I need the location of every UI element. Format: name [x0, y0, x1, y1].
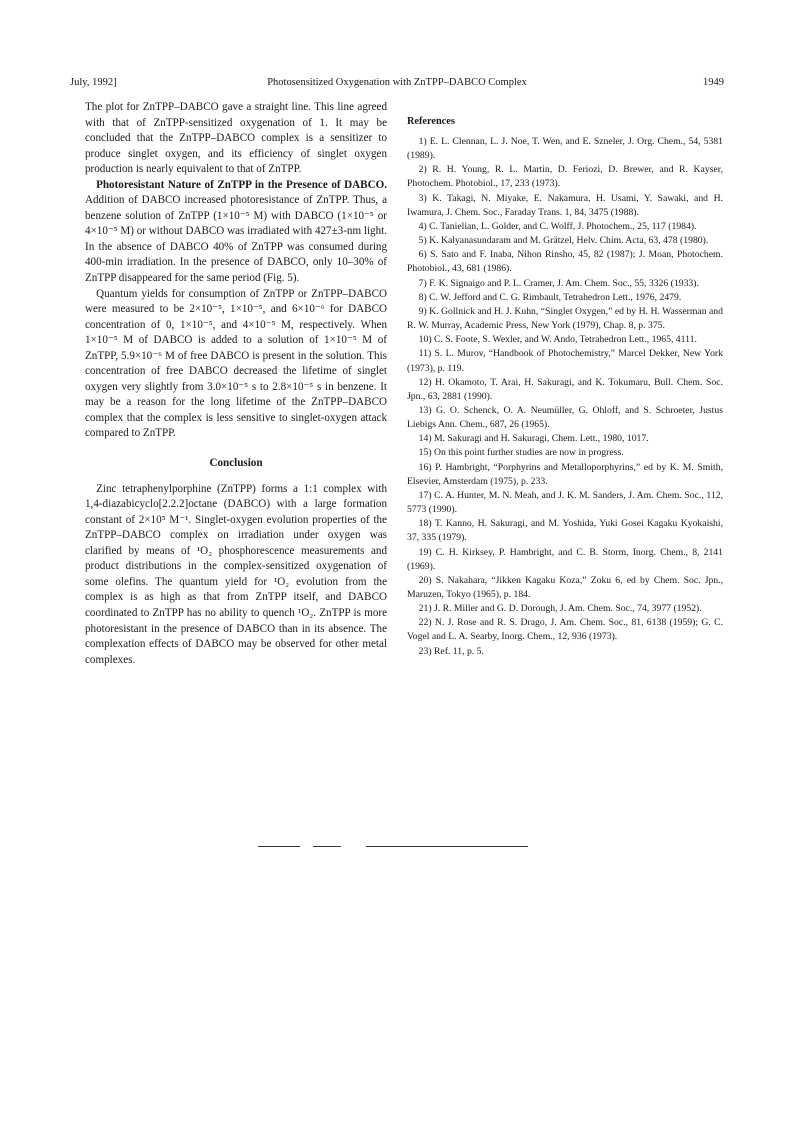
paragraph-photoresistance	[85, 178, 387, 287]
reference-item: 16) P. Hambright, “Porphyrins and Metalloporphyrins,” ed by K. M. Smith, Elsevier, Amsterdam (1975), p. 233.	[407, 461, 723, 487]
reference-item: 10) C. S. Foote, S. Wexler, and W. Ando, Tetrahedron Lett., 1965, 4111.	[418, 334, 697, 346]
reference-item: 5) K. Kalyanasundaram and M. Grätzel, Helv. Chim. Acta, 63, 478 (1980).	[418, 235, 709, 247]
reference-item: 3) K. Takagi, N. Miyake, E. Nakamura, H. Usami, Y. Sawaki, and H. Iwamura, J. Chem. Soc., Faraday Trans. 1, 84, 3475 (1988).	[407, 192, 723, 218]
reference-item: 11) S. L. Murov, “Handbook of Photochemistry,” Marcel Dekker, New York (1973), p. 119.	[407, 348, 723, 374]
paragraph-conclusion: Zinc tetraphenylporphine (ZnTPP) forms a 1:1 complex with 1,4-diazabicyclo[2.2.2]octane (DABCO) with a large formation constant of 2×10⁵ M⁻¹. Singlet-oxygen evolution properties of the ZnTPP–DABCO complex on irradiation under oxygen was clarified by means of ¹O₂ phosphorescence measurements and product distributions in the complex-sensitized oxygenation of some olefins. The quantum yield for ¹O₂ evolution from the complex is as high as that from ZnTPP itself, and DABCO coordinated to ZnTPP has no ability to quench ¹O₂. ZnTPP is more photoresistant in the presence of DABCO than in its absence. The complexation effects of DABCO may be observed for other metal complexes.	[85, 482, 387, 666]
reference-item: 18) T. Kanno, H. Sakuragi, and M. Yoshida, Yuki Gosei Kagaku Kyokaishi, 37, 335 (1979).	[407, 518, 723, 544]
reference-item: 12) H. Okamoto, T. Arai, H. Sakuragi, and K. Tokumaru, Bull. Chem. Soc. Jpn., 63, 2881 (1990).	[407, 376, 723, 402]
reference-item: 19) C. H. Kirksey, P. Hambright, and C. B. Storm, Inorg. Chem., 8, 2141 (1969).	[407, 546, 723, 572]
page-number: 1949	[703, 77, 724, 88]
reference-item: 9) K. Gollnick and H. J. Kuhn, “Singlet Oxygen,” ed by H. H. Wasserman and R. W. Murray, Academic Press, New York (1979), Chap. 8, p. 375.	[407, 305, 723, 332]
rule-segment	[366, 846, 528, 847]
references-heading: References	[407, 116, 455, 127]
paragraph-plot-result: The plot for ZnTPP–DABCO gave a straight line. This line agreed with that of ZnTPP-sensitized oxygenation of 1. It may be concluded that the ZnTPP–DABCO complex is a sensitizer to produce singlet oxygen, and its efficiency of singlet oxygen production is nearly equivalent to that of ZnTPP.	[85, 101, 387, 176]
reference-item: 14) M. Sakuragi and H. Sakuragi, Chem. Lett., 1980, 1017.	[418, 433, 649, 445]
reference-item: 20) S. Nakahara, “Jikken Kagaku Koza,” Zoku 6, ed by Chem. Soc. Jpn., Maruzen, Tokyo (1965), p. 184.	[407, 574, 723, 600]
reference-item: 13) G. O. Schenck, O. A. Neumüller, G. Ohloff, and S. Schroeter, Justus Liebigs Ann. Chem., 687, 26 (1965).	[407, 404, 723, 431]
reference-item: 22) N. J. Rose and R. S. Drago, J. Am. Chem. Soc., 81, 6138 (1959); G. C. Vogel and L. A. Searby, Inorg. Chem., 12, 936 (1973).	[407, 617, 723, 643]
header-date: July, 1992]	[70, 77, 117, 88]
paragraph-quantum-yields: Quantum yields for consumption of ZnTPP or ZnTPP–DABCO were measured to be 2×10⁻⁵, 1×10⁻⁵, and 6×10⁻⁶ for DABCO concentration of 0, 1×10⁻⁵, and 4×10⁻⁵ M, respectively. When 1×10⁻⁵ M of DABCO is added to a solution of 1×10⁻⁵ M of ZnTPP, 5.9×10⁻⁶ M of free DABCO is present in the solution. This concentration of free DABCO decreased the lifetime of singlet oxygen very slightly from 3.0×10⁻⁵ s to 2.8×10⁻⁵ s in benzene. It may be a reason for the long lifetime of the ZnTPP–DABCO complex that the complex is less sensitive to singlet-oxygen attack compared to ZnTPP.	[85, 287, 387, 440]
references-column	[407, 100, 723, 659]
reference-list	[407, 135, 723, 659]
reference-item: 1) E. L. Clennan, L. J. Noe, T. Wen, and E. Szneler, J. Org. Chem., 54, 5381 (1989).	[407, 136, 723, 162]
conclusion-heading: Conclusion	[209, 457, 263, 470]
section-lead-heading: Photoresistant Nature of ZnTPP in the Presence of DABCO.	[96, 178, 387, 191]
reference-item: 6) S. Sato and F. Inaba, Nihon Rinsho, 45, 82 (1987); J. Moan, Photochem. Photobiol., 43, 681 (1986).	[407, 249, 723, 275]
reference-item: 4) C. Tanielian, L. Golder, and C. Wolff, J. Photochem., 25, 117 (1984).	[418, 220, 697, 232]
rule-segment	[313, 846, 341, 847]
reference-item: 8) C. W. Jefford and C. G. Rimbault, Tetrahedron Lett., 1976, 2479.	[418, 291, 682, 303]
reference-item: 21) J. R. Miller and G. D. Dorough, J. Am. Chem. Soc., 74, 3977 (1952).	[418, 603, 702, 615]
header-title: Photosensitized Oxygenation with ZnTPP–DABCO Complex	[267, 77, 527, 88]
reference-item: 15) On this point further studies are now in progress.	[418, 447, 624, 459]
paragraph-photoresistance-text: Addition of DABCO increased photoresistance of ZnTPP. Thus, a benzene solution of ZnTPP (1×10⁻⁵ M) with DABCO (1×10⁻⁵ or 4×10⁻⁵ M) or without DABCO was irradiated with 427±3-nm light. In the absence of DABCO 40% of ZnTPP was consumed during 400-min irradiation. In the presence of DABCO, only 10–30% of ZnTPP disappeared for the same period (Fig. 5).	[85, 194, 387, 285]
rule-segment	[258, 846, 300, 847]
reference-item: 2) R. H. Young, R. L. Martin, D. Feriozi, D. Brewer, and R. Kayser, Photochem. Photobiol., 17, 233 (1973).	[407, 164, 723, 190]
running-header	[70, 75, 724, 91]
end-rule	[258, 846, 528, 848]
left-column	[85, 100, 387, 668]
reference-item: 23) Ref. 11, p. 5.	[418, 645, 484, 657]
reference-item: 17) C. A. Hunter, M. N. Meah, and J. K. M. Sanders, J. Am. Chem. Soc., 112, 5773 (1990).	[407, 489, 723, 516]
reference-item: 7) F. K. Signaigo and P. L. Cramer, J. Am. Chem. Soc., 55, 3326 (1933).	[418, 277, 699, 289]
